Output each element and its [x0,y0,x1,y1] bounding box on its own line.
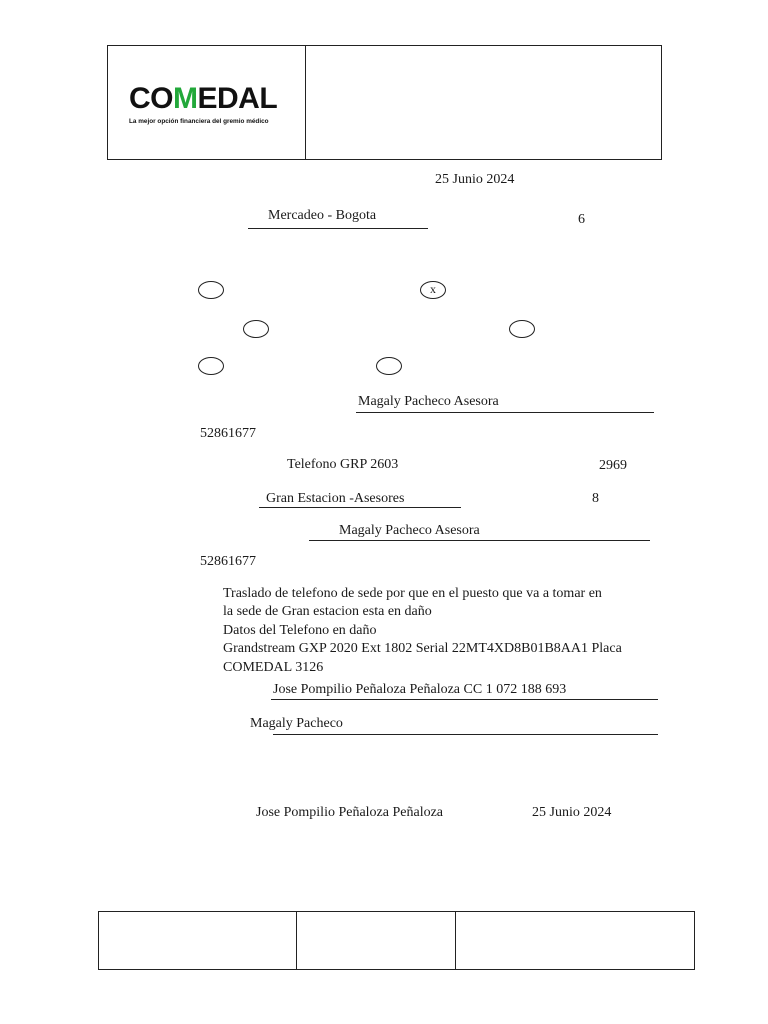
closing-name: Jose Pompilio Peñaloza Peñaloza [256,805,444,820]
comedal-logo: COMEDAL La mejor opción financiera del gremio médico [129,82,278,125]
option-row2-left[interactable] [243,320,269,338]
area-floor: 6 [578,212,585,227]
equipment-code: 2969 [599,458,627,473]
area-value: Mercadeo - Bogota [268,208,377,223]
technician-underline [271,699,658,700]
destination-value: Gran Estacion -Asesores [266,491,405,506]
header-divider [305,45,306,160]
equipment-item: Telefono GRP 2603 [287,457,399,472]
logo-tagline: La mejor opción financiera del gremio médico [129,118,269,125]
footer-table [98,911,695,970]
description-line-5: COMEDAL 3126 [223,660,324,675]
option-row1-right[interactable]: x [420,281,446,299]
requester-id: 52861677 [200,426,256,441]
footer-divider-1 [296,911,297,970]
signature-name: Magaly Pacheco [250,716,343,731]
option-row3-right[interactable] [376,357,402,375]
receiver-underline [309,540,650,541]
destination-floor: 8 [592,491,599,506]
option-row2-right[interactable] [509,320,535,338]
requester-underline [356,412,654,413]
receiver-id: 52861677 [200,554,256,569]
destination-underline [259,507,461,508]
technician-name: Jose Pompilio Peñaloza Peñaloza CC 1 072 188 693 [273,682,567,697]
description-line-4: Grandstream GXP 2020 Ext 1802 Serial 22MT4XD8B01B8AA1 Placa [223,641,622,656]
footer-divider-2 [455,911,456,970]
description-line-2: la sede de Gran estacion esta en daño [223,604,432,619]
signature-underline [273,734,658,735]
date-top: 25 Junio 2024 [435,172,515,187]
description-line-3: Datos del Telefono en daño [223,623,377,638]
option-row1-left[interactable] [198,281,224,299]
area-underline [248,228,428,229]
option-row3-left[interactable] [198,357,224,375]
description-line-1: Traslado de telefono de sede por que en el puesto que va a tomar en [223,586,602,601]
closing-date: 25 Junio 2024 [532,805,612,820]
receiver-name: Magaly Pacheco Asesora [339,523,480,538]
requester-name: Magaly Pacheco Asesora [358,394,499,409]
